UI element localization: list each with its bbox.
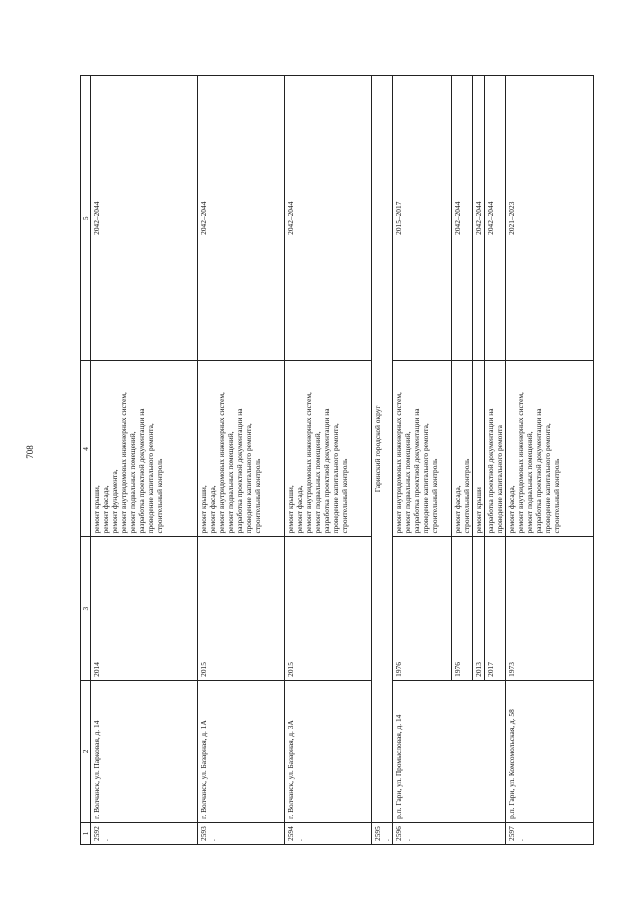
header-cell: 4 <box>81 361 91 537</box>
work-item: строительный контроль <box>552 458 562 534</box>
district-title: Гаринский городской округ <box>372 76 393 823</box>
work-item: проведение капитального ремонта, <box>244 423 254 534</box>
works <box>393 361 452 537</box>
work-item: ремонт крыши, <box>199 485 209 534</box>
work-item: ремонт внутридомовых инженерных систем, <box>119 392 129 534</box>
work-item: ремонт фасада, <box>295 485 305 534</box>
works <box>91 361 198 537</box>
work-item: проведение капитального ремонта, <box>543 423 553 534</box>
work-item: ремонт фасада, <box>453 485 463 534</box>
work-item: ремонт крыши <box>474 487 484 534</box>
work-item: ремонт крыши, <box>286 485 296 534</box>
year: 1976 <box>393 537 452 680</box>
row-number: 2594. <box>285 822 372 844</box>
year: 1973 <box>506 537 594 680</box>
address: р.п. Гари, ул. Промысловая, д. 14 <box>393 680 506 822</box>
year: 2015 <box>198 537 285 680</box>
work-item: ремонт подвальных помещений, <box>403 431 413 534</box>
work-item: проведение капитального ремонта <box>495 425 505 534</box>
work-item: разработка проектной документации на <box>412 408 422 534</box>
table-row <box>285 76 372 845</box>
work-item: ремонт фундамента, <box>110 469 120 534</box>
header-cell: 3 <box>81 537 91 680</box>
works <box>485 361 506 537</box>
period: 2015–2017 <box>393 76 452 361</box>
header-row <box>81 76 91 845</box>
works <box>452 361 473 537</box>
work-item: ремонт внутридомовых инженерных систем, <box>217 392 227 534</box>
period: 2042–2044 <box>198 76 285 361</box>
period: 2042–2044 <box>91 76 198 361</box>
address: г. Волчанск, ул. Базарная, д. 3А <box>285 680 372 822</box>
work-item: ремонт фасада, <box>101 485 111 534</box>
district-row <box>372 76 393 845</box>
work-item: строительный контроль <box>253 458 263 534</box>
work-item: ремонт внутридомовых инженерных систем, <box>394 392 404 534</box>
row-number: 2593. <box>198 822 285 844</box>
period: 2042–2044 <box>485 76 506 361</box>
address: г. Волчанск, ул. Базарная, д. 1А <box>198 680 285 822</box>
work-item: ремонт подвальных помещений, <box>226 431 236 534</box>
page-number: 708 <box>25 445 35 459</box>
works <box>473 361 485 537</box>
header-cell: 1 <box>81 822 91 844</box>
work-item: ремонт подвальных помещений, <box>313 431 323 534</box>
rotated-page <box>80 75 600 845</box>
row-number: 2592. <box>91 822 198 844</box>
work-item: ремонт крыши, <box>92 485 102 534</box>
table-row <box>506 76 594 845</box>
row-number: 2595. <box>372 822 393 844</box>
table-row <box>393 76 452 845</box>
work-item: строительный контроль <box>430 458 440 534</box>
work-item: строительный контроль <box>155 458 165 534</box>
row-number: 2596. <box>393 822 506 844</box>
period: 2042–2044 <box>285 76 372 361</box>
header-cell: 5 <box>81 76 91 361</box>
work-item: разработка проектной документации на <box>235 408 245 534</box>
address: р.п. Гари, ул. Комсомольская, д. 58 <box>506 680 594 822</box>
work-item: ремонт внутридомовых инженерных систем, <box>304 392 314 534</box>
capital-repair-table <box>80 75 594 845</box>
work-item: ремонт внутридомовых инженерных систем, <box>516 392 526 534</box>
works <box>506 361 594 537</box>
year: 2015 <box>285 537 372 680</box>
header-cell: 2 <box>81 680 91 822</box>
year: 2014 <box>91 537 198 680</box>
period: 2021–2023 <box>506 76 594 361</box>
work-item: проведение капитального ремонта, <box>331 423 341 534</box>
year: 2017 <box>485 537 506 680</box>
period: 2042–2044 <box>452 76 473 361</box>
work-item: разработка проектной документации на <box>486 408 496 534</box>
work-item: проведение капитального ремонта, <box>421 423 431 534</box>
address: г. Волчанск, ул. Парковая, д. 14 <box>91 680 198 822</box>
work-item: ремонт подвальных помещений, <box>525 431 535 534</box>
works <box>198 361 285 537</box>
year: 2013 <box>473 537 485 680</box>
work-item: ремонт фасада, <box>208 485 218 534</box>
work-item: разработка проектной документации на <box>534 408 544 534</box>
work-item: строительный контроль <box>340 458 350 534</box>
work-item: ремонт фасада, <box>507 485 517 534</box>
work-item: строительный контроль <box>462 458 472 534</box>
table-row <box>91 76 198 845</box>
work-item: ремонт подвальных помещений, <box>128 431 138 534</box>
period: 2042–2044 <box>473 76 485 361</box>
row-number: 2597. <box>506 822 594 844</box>
table-row <box>198 76 285 845</box>
work-item: разработка проектной документации на <box>137 408 147 534</box>
works <box>285 361 372 537</box>
work-item: разработка проектной документации на <box>322 408 332 534</box>
year: 1976 <box>452 537 473 680</box>
work-item: проведение капитального ремонта, <box>146 423 156 534</box>
